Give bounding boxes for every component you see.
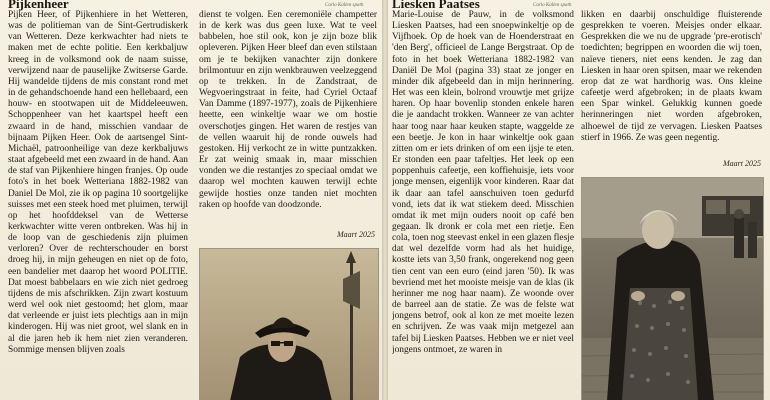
article-body-text: likken en daarbij onschuldige fluisterende gesprekken te voeren. Meisjes onder elkaar. Gesprekken die we nu de upgrade 'pre-erotisch' toedichten; begrippen en woorden die wij toen, naïeve tieners, niet eens kenden. Je zag dan Liesken in haar oren spitsen, maar we rekenden erop dat ze wat hardhorig was. Ons kleine cafeetje werd afgebroken; in de plaats kwam een Spar winkel. Gelukkig kunnen goede herinneringen niet worden afgebroken, alhoewel de tijd ze vervagen. Liesken Paatses stierf in 1966. Ze was geen negentig. <box>581 10 762 143</box>
photo-credit: Carlo Kallen spath <box>533 3 572 8</box>
liesken-paatses-photo <box>581 177 764 400</box>
article-date: Maart 2025 <box>337 230 375 239</box>
article-column-2 <box>199 10 377 230</box>
article-body-text: dienst te volgen. Een ceremoniële champetter in de kerk was dus geen luxe. Wat te veel babbelen, hoe stil ook, kon je zijn boze blik opleveren. Pijken Heer bleef dan even stilstaan om je te bekijken vanachter zijn donkere brilmontuur en zijn wenkbrauwen veelzeggend op te trekken. In de Zandstraat, de Wegvoeringstraat in feite, had Cyriel Octaaf Van Damme (1897-1977), zoals de Pijkenhiere heette, een winkeltje waar we om hostie overschotjes gingen. Het waren de restjes van de vellen waaruit hij de ronde ouwels had gestoken. Hij verkocht ze in witte puntzakken. Er zat weinig smaak in, maar misschien vonden we die restantjes zo speciaal omdat we daarop wel mochten kauwen terwijl echte gewijde hosties onze tanden niet mochten raken op hoofde van doodzonde. <box>199 10 377 210</box>
article-body-text: Marie-Louise de Pauw, in de volksmond Liesken Paatses, had een snoepwinkeltje op de Vijfhoek. Op de hoek van de Hoenderstraat en 'den Berg', officieel de Lange Bergstraat. Op de foto in het boek Wetteriana 1882-1982 van Daniël De Mol (pagina 33) staat ze jonger en minder dik afgebeeld dan in mijn herinnering. Het was een klein, bolrond vrouwtje met grijze haren. Op haar bovenlip stonden enkele haren die je aandacht trokken. Wanneer ze van achter haar toog naar haar keuken stapte, waggelde ze een beetje. Je kon in haar winkeltje ook gaan zitten om er iets drinken of om een ijsje te eten. Er stonden een paar tafeltjes. Het leek op een poppenhuis cafeetje, een koffiehuisje, iets voor jonge mensen, eigenlijk voor kinderen. Raar dat ik daar aan tafel aanschuiven toen gedurfd vond, iets dat ik wat stiekem deed. Misschien omdat ik met mijn ouders nooit op café ben gegaan. Ik dronk er cola met een rietje. Een cola, toen nog steevast enkel in een glazen flesje dat wel dezelfde vorm had als het huidige, kostte iets van 3,50 frank, ongerekend nog geen tien cent van een euro (eind jaren '50). Ik was bevriend met het mooiste meisje van de klas (ik herinner me nog haar naam). Ze woonde over de barreel aan de statie. Ze was de felste wat jongens betrof, ook al kon ze met moeite lezen en schrijven. Ze was vaak mijn metgezel aan tafel bij Liesken Paatses. Hebben we er niet veel jongens ontmoet, ze waren in <box>392 10 574 355</box>
article-date: Maart 2025 <box>723 159 761 168</box>
pijkenheer-photo <box>199 248 379 400</box>
article-body-text: Pijken Heer, of Pijkenhiere in het Wetteren, was de politieman van de Sint-Gertrudiskerk van Wetteren. Deze kerkwachter had niets te maken met de echte politie. Een kerkbaljuw kreeg in de volksmond ook de naam suisse, verwijzend naar de pauselijke Zwitserse Garde. Hij wandelde tijdens de mis constant rond met in de gehandschoende hand een hellebaard, een houw- en stootwapen uit de Middeleeuwen. Schoppenheer van het kaartspel heeft een zwaard in de hand, misschien vandaar de bijnaam Pijken Heer. Ook de aartsengel Sint-Michaël, patroonheilige van deze kerkbaljuws staat afgebeeld met een zwaard in de hand. Aan de staf van Pijkenhiere hingen franjes. Op oude foto's in het boek Wetteriana 1882-1982 van Daniel De Mol, zie ik op pagina 10 soortgelijke suisses met een steek hoed met pluimen, terwijl op het hoofddeksel van de Wetterse kerkwachter witte veren ontbreken. Was hij in de loop van de geschiedenis zijn pluimen verloren? Over de rechterschouder en borst droeg hij, in mijn geheugen en niet op de foto, een bandelier met daarop het woord POLITIE. Dat moest babbelaars en wie zich niet gedroeg tijdens de mis afschrikken. Zijn zwart kostuum werd wel ook niet gestoomd; het glom, maar dat verleende er juist iets plechtigs aan in mijn kinderogen. Hij was niet groot, wel slank en in al die jaren heb ik hem niet zien veranderen. Sommige mensen blijven zoals <box>8 10 188 355</box>
article-title-liesken-paatses: Liesken Paatses <box>392 0 480 11</box>
article-column-2 <box>581 10 762 158</box>
article-column-1 <box>8 10 188 400</box>
pijkenheer-photo-graphic <box>200 249 378 400</box>
article-title-pijkenheer: Pijkenheer <box>8 0 69 11</box>
right-page <box>388 0 770 400</box>
liesken-paatses-photo-graphic <box>582 178 763 400</box>
photo-credit: Carlo Kallen spath <box>325 3 364 8</box>
article-column-1 <box>392 10 574 400</box>
left-page <box>0 0 382 400</box>
